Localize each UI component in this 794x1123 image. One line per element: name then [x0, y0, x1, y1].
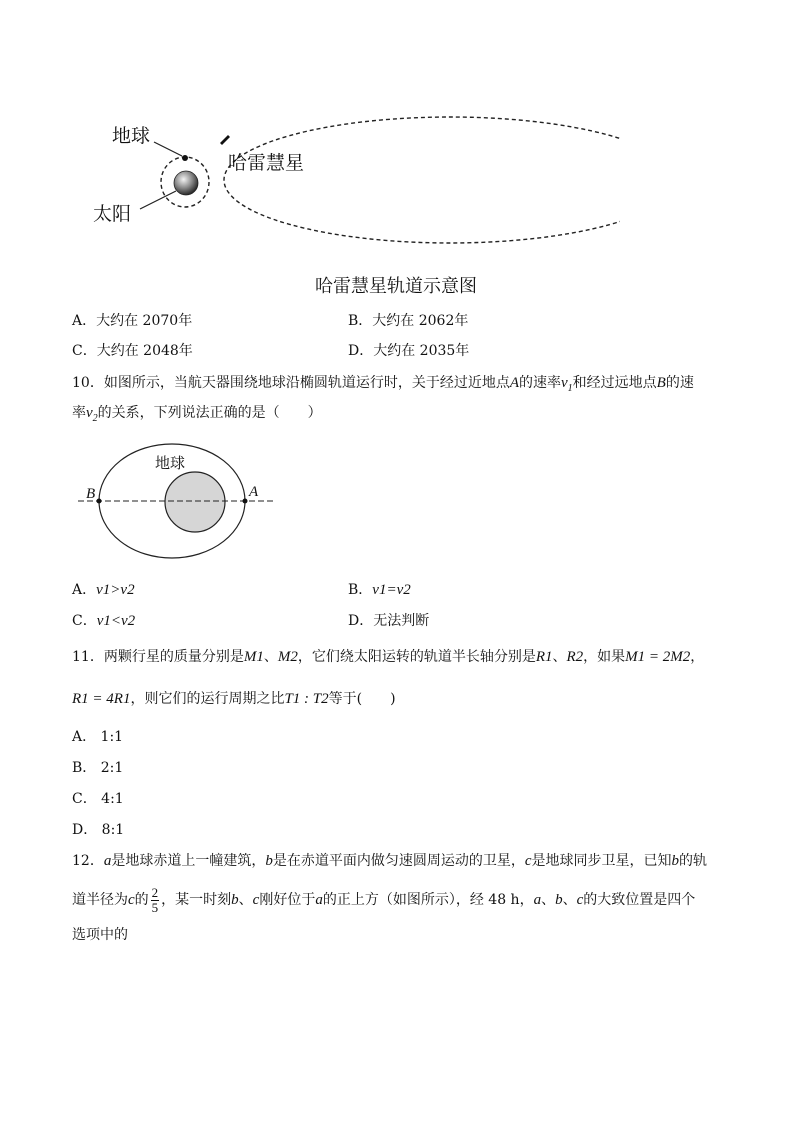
point-b-dot	[97, 499, 102, 504]
earth-dot	[182, 155, 188, 161]
sun-icon	[174, 171, 198, 195]
comet-icon	[220, 135, 230, 145]
halley-orbit-figure	[80, 110, 620, 250]
q10-option-c[interactable]: C．v1<v2	[72, 613, 136, 629]
q11-option-a[interactable]: A． 1:1	[72, 729, 124, 745]
sun-pointer	[140, 191, 176, 209]
earth-disc	[165, 472, 225, 532]
q10-option-d[interactable]: D．无法判断	[348, 613, 430, 629]
q10-label-earth: 地球	[155, 454, 186, 472]
label-sun: 太阳	[93, 203, 132, 225]
q9-option-a[interactable]: A．大约在 2070年	[72, 313, 193, 329]
q9-option-d[interactable]: D．大约在 2035年	[348, 343, 470, 359]
q12-stem-line2: 道半径为c的 $\frac{2}{5}$ ，某一时刻b、c刚好位于a的正上方（如图所示），经 48 h，a、b、c的大致位置是四个	[72, 884, 696, 915]
q12-stem-line3: 选项中的	[72, 927, 128, 943]
q11-option-c[interactable]: C． 4:1	[72, 791, 124, 807]
q11-stem-line2: R1 = 4R1，则它们的运行周期之比T1 : T2等于( )	[72, 691, 396, 707]
q11-option-d[interactable]: D． 8:1	[72, 822, 125, 838]
fraction-two-fifths: $\frac{2}{5}$	[151, 884, 159, 915]
q10-label-b: B	[86, 486, 96, 502]
q10-label-a: A	[249, 484, 259, 500]
point-a-dot	[243, 499, 248, 504]
q10-stem-line2: 率$v_2$的关系，下列说法正确的是（ ）	[72, 405, 322, 424]
q10-stem-line1: 10．如图所示，当航天器围绕地球沿椭圆轨道运行时，关于经过近地点A的速率$v_1$和经过远地点B的速	[72, 375, 694, 394]
earth-pointer	[154, 142, 182, 156]
q9-option-c[interactable]: C．大约在 2048年	[72, 343, 193, 359]
q9-option-b[interactable]: B．大约在 2062年	[348, 313, 469, 329]
label-halley-comet: 哈雷慧星	[228, 152, 305, 174]
label-earth: 地球	[112, 125, 151, 147]
q11-stem-line1: 11．两颗行星的质量分别是M1、M2，它们绕太阳运转的轨道半长轴分别是R1、R2，如果M1 = 2M2，	[72, 649, 705, 665]
figure-caption: 哈雷慧星轨道示意图	[315, 276, 477, 297]
q11-option-b[interactable]: B． 2:1	[72, 760, 124, 776]
comet-orbit	[224, 117, 620, 243]
q12-stem-line1: 12．a是地球赤道上一幢建筑，b是在赤道平面内做匀速圆周运动的卫星，c是地球同步卫星，已知b的轨	[72, 853, 707, 869]
q10-option-b[interactable]: B．v1=v2	[348, 582, 411, 598]
q10-option-a[interactable]: A．v1>v2	[72, 582, 135, 598]
